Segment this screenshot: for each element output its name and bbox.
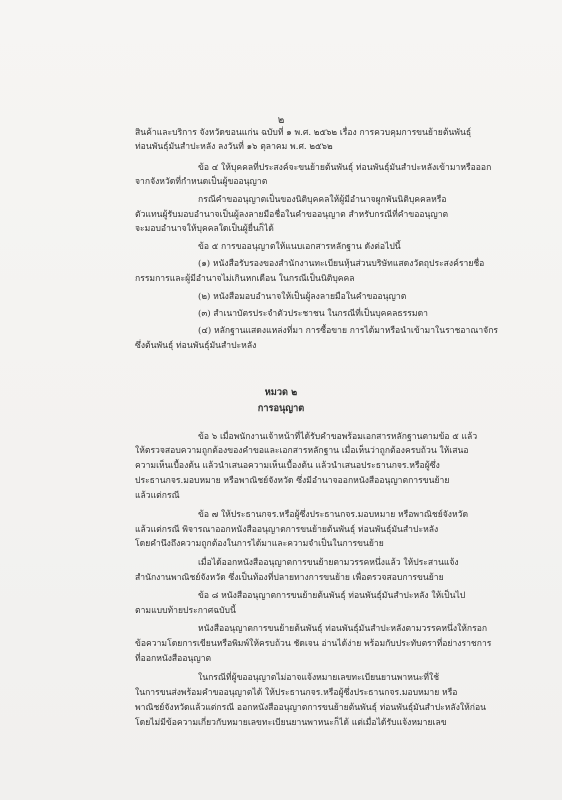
text-line: ข้อ ๗ ให้ประธานกจร.หรือผู้ซึ่งประธานกจร.มอบหมาย หรือพาณิชย์จังหวัด xyxy=(198,510,469,520)
text-line: ข้อ ๔ ให้บุคคลที่ประสงค์จะขนย้ายต้นพันธุ์ ท่อนพันธุ์มันสำปะหลังเข้ามาหรือออก xyxy=(198,163,492,173)
text-line: กรณีคำขออนุญาตเป็นของนิติบุคคลให้ผู้มีอำนาจผูกพันนิติบุคคลหรือ xyxy=(198,195,447,205)
text-line: ข้อความโดยการเขียนหรือพิมพ์ให้ครบถ้วน ชัดเจน อ่านได้ง่าย พร้อมกับประทับตราที่อย่างราชการ xyxy=(135,639,492,649)
text-line: (๑) หนังสือรับรองของสำนักงานทะเบียนหุ้นส่วนบริษัทแสดงวัตถุประสงค์รายชื่อ xyxy=(198,259,485,269)
text-line: ท่อนพันธุ์มันสำปะหลัง ลงวันที่ ๑๖ ตุลาคม พ.ศ. ๒๕๖๒ xyxy=(135,142,333,152)
text-line: ให้ตรวจสอบความถูกต้องของคำขอและเอกสารหลักฐาน เมื่อเห็นว่าถูกต้องครบถ้วน ให้เสนอ xyxy=(135,446,469,456)
text-line: (๒) หนังสือมอบอำนาจให้เป็นผู้ลงลายมือในคำขออนุญาต xyxy=(198,292,407,302)
text-line: จากจังหวัดที่กำหนดเป็นผู้ขออนุญาต xyxy=(135,177,268,187)
text-line: ในกรณีที่ผู้ขออนุญาตไม่อาจแจ้งหมายเลขทะเบียนยานพาหนะที่ใช้ xyxy=(198,673,440,683)
text-line: สำนักงานพาณิชย์จังหวัด ซึ่งเป็นท้องที่ปลายทางการขนย้าย เพื่อตรวจสอบการขนย้าย xyxy=(135,573,444,583)
text-line: (๓) สำเนาบัตรประจำตัวประชาชน ในกรณีที่เป็นบุคคลธรรมดา xyxy=(198,309,428,319)
text-line: ที่ออกหนังสืออนุญาต xyxy=(135,654,212,664)
text-line: สินค้าและบริการ จังหวัดขอนแก่น ฉบับที่ ๑ พ.ศ. ๒๕๖๒ เรื่อง การควบคุมการขนย้ายต้นพันธุ์ xyxy=(135,128,472,138)
chapter-title: การอนุญาต xyxy=(257,403,305,414)
text-line: จะมอบอำนาจให้บุคคลใดเป็นผู้ยื่นก็ได้ xyxy=(135,224,274,234)
text-line: หนังสืออนุญาตการขนย้ายต้นพันธุ์ ท่อนพันธุ์มันสำปะหลังตามวรรคหนึ่งให้กรอก xyxy=(198,624,488,634)
chapter-number: หมวด ๒ xyxy=(264,387,298,398)
text-line: ในการขนส่งพร้อมคำขออนุญาตได้ ให้ประธานกจร.หรือผู้ซึ่งประธานกจร.มอบหมาย หรือ xyxy=(135,688,458,698)
text-line: ตามแบบท้ายประกาศฉบับนี้ xyxy=(135,606,236,616)
text-line: โดยคำนึงถึงความถูกต้องในการได้มาและความจำเป็นในการขนย้าย xyxy=(135,539,384,549)
text-line: แล้วแต่กรณี พิจารณาออกหนังสืออนุญาตการขนย้ายต้นพันธุ์ ท่อนพันธุ์มันสำปะหลัง xyxy=(135,525,439,535)
text-line: เมื่อได้ออกหนังสืออนุญาตการขนย้ายตามวรรคหนึ่งแล้ว ให้ประสานแจ้ง xyxy=(198,558,459,568)
text-line: ข้อ ๖ เมื่อพนักงานเจ้าหน้าที่ได้รับคำขอพร้อมเอกสารหลักฐานตามข้อ ๕ แล้ว xyxy=(198,432,478,442)
text-line: พาณิชย์จังหวัดแล้วแต่กรณี ออกหนังสืออนุญาตการขนย้ายต้นพันธุ์ ท่อนพันธุ์มันสำปะหลังให้ก่อน xyxy=(135,703,486,713)
text-line: โดยไม่มีข้อความเกี่ยวกับหมายเลขทะเบียนยานพาหนะก็ได้ แต่เมื่อได้รับแจ้งหมายเลข xyxy=(135,718,447,728)
text-line: ความเห็นเบื้องต้น แล้วนำเสนอความเห็นเบื้องต้น แล้วนำเสนอประธานกจร.หรือผู้ซึ่ง xyxy=(135,461,440,471)
text-line: แล้วแต่กรณี xyxy=(135,491,180,501)
text-line: ตัวแทนผู้รับมอบอำนาจเป็นผู้ลงลายมือชื่อในคำขออนุญาต สำหรับกรณีที่คำขออนุญาต xyxy=(135,210,449,220)
page-number: ๒ xyxy=(277,115,285,126)
text-line: กรรมการและผู้มีอำนาจไม่เกินหกเดือน ในกรณีเป็นนิติบุคคล xyxy=(135,274,355,284)
text-line: ซึ่งต้นพันธุ์ ท่อนพันธุ์มันสำปะหลัง xyxy=(135,341,257,351)
text-line: ประธานกจร.มอบหมาย หรือพาณิชย์จังหวัด ซึ่งมีอำนาจออกหนังสืออนุญาตการขนย้าย xyxy=(135,476,450,486)
text-line: ข้อ ๘ หนังสืออนุญาตการขนย้ายต้นพันธุ์ ท่อนพันธุ์มันสำปะหลัง ให้เป็นไป xyxy=(198,591,466,601)
text-line: (๔) หลักฐานแสดงแหล่งที่มา การซื้อขาย การได้มาหรือนำเข้ามาในราชอาณาจักร xyxy=(198,326,499,336)
text-line: ข้อ ๕ การขออนุญาตให้แนบเอกสารหลักฐาน ดังต่อไปนี้ xyxy=(198,242,401,252)
